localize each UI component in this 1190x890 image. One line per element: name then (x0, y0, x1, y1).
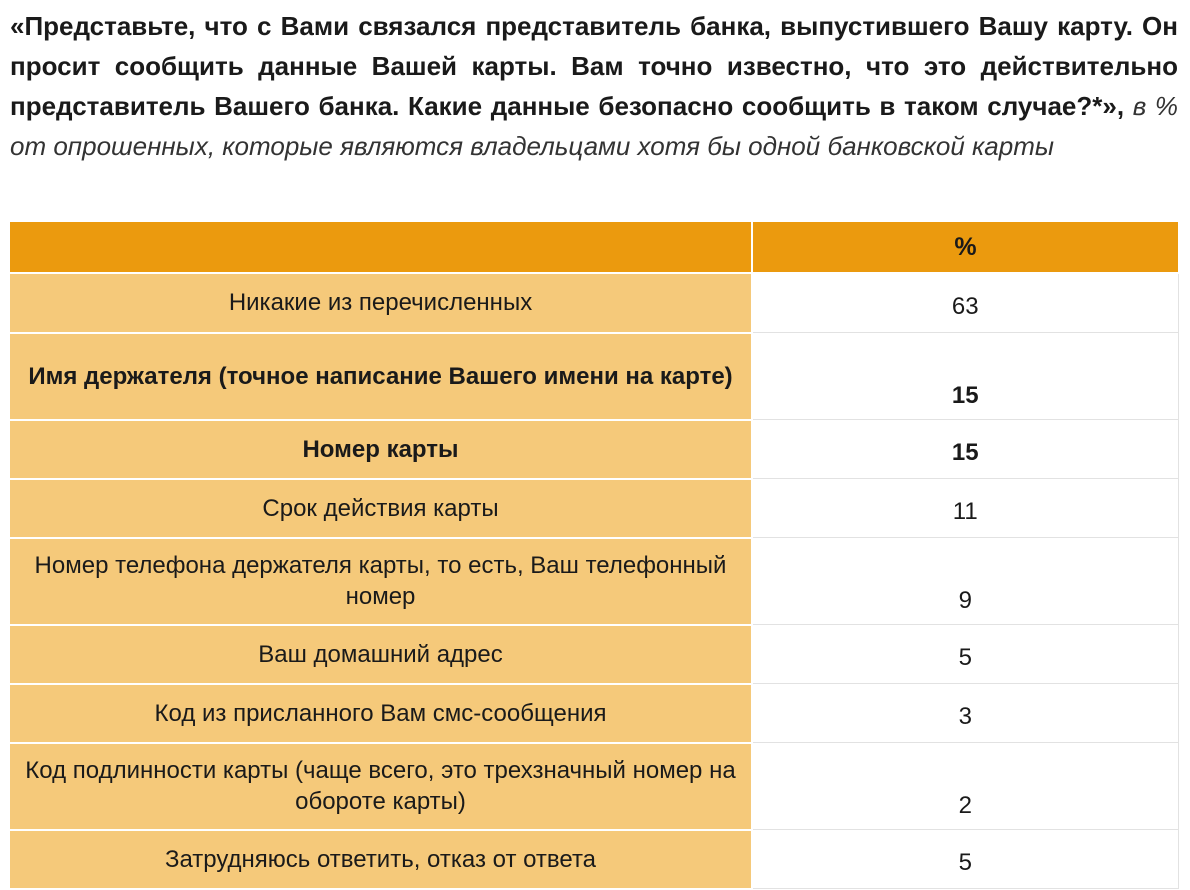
table-row (10, 479, 1178, 538)
header-percent-cell: % (752, 222, 1178, 273)
results-table (10, 222, 1179, 890)
header-label-cell (10, 222, 752, 273)
row-value: 11 (752, 479, 1178, 538)
row-value: 15 (752, 420, 1178, 479)
row-label: Код подлинности карты (чаще всего, это трехзначный номер на обороте карты) (10, 743, 752, 830)
table-row (10, 538, 1178, 625)
table-header-row (10, 222, 1178, 273)
row-value: 5 (752, 625, 1178, 684)
chart-title (10, 6, 1178, 166)
table-row (10, 273, 1178, 333)
table-row (10, 743, 1178, 830)
row-value: 3 (752, 684, 1178, 743)
row-label: Срок действия карты (10, 479, 752, 538)
table-row (10, 333, 1178, 420)
row-value: 15 (752, 333, 1178, 420)
table-row (10, 625, 1178, 684)
row-value: 9 (752, 538, 1178, 625)
row-label: Имя держателя (точное написание Вашего имени на карте) (10, 333, 752, 420)
table-row (10, 684, 1178, 743)
row-value: 63 (752, 273, 1178, 333)
row-value: 2 (752, 743, 1178, 830)
row-label: Ваш домашний адрес (10, 625, 752, 684)
row-value: 5 (752, 830, 1178, 889)
chart-subtitle: в % от опрошенных, которые являются владельцами хотя бы одной банковской карты (10, 91, 1178, 161)
row-label: Номер телефона держателя карты, то есть, Ваш телефонный номер (10, 538, 752, 625)
survey-question: «Представьте, что с Вами связался представитель банка, выпустившего Вашу карту. Он просит сообщить данные Вашей карты. Вам точно известно, что это действительно представитель Вашего банка. Какие данные безопасно сообщить в таком случае?*» (10, 11, 1178, 121)
row-label: Код из присланного Вам смс-сообщения (10, 684, 752, 743)
row-label: Номер карты (10, 420, 752, 479)
row-label: Никакие из перечисленных (10, 273, 752, 333)
title-separator: , (1116, 91, 1125, 121)
table-row (10, 830, 1178, 889)
table-row (10, 420, 1178, 479)
row-label: Затрудняюсь ответить, отказ от ответа (10, 830, 752, 889)
table-body (10, 273, 1178, 889)
